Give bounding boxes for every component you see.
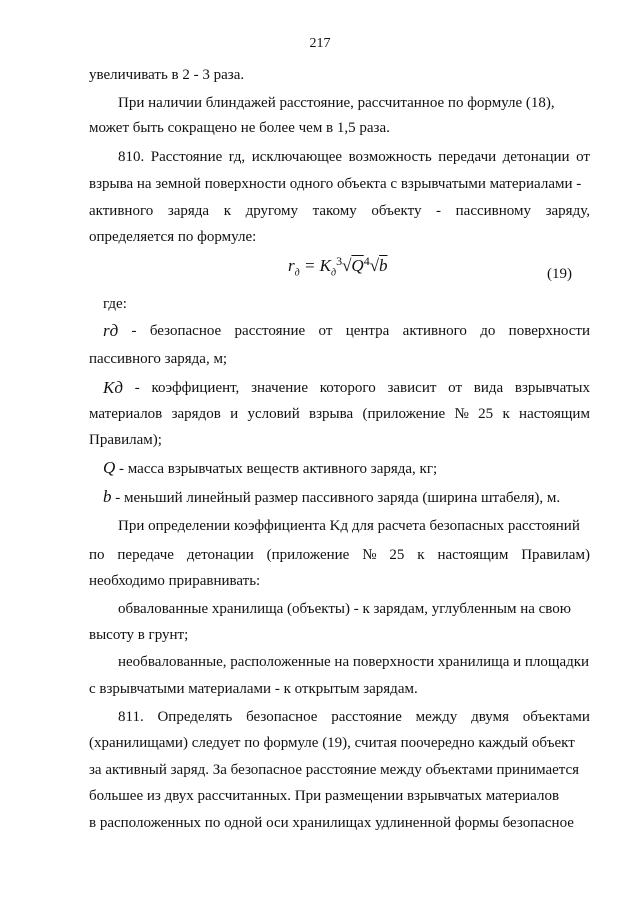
word: материалов <box>89 406 163 422</box>
line-text: за активный заряд. За безопасное расстояние между объектами принимается <box>89 762 580 778</box>
line-text: высоту в грунт; <box>89 627 189 643</box>
word: коэффициент, <box>151 380 240 396</box>
word: передачи <box>438 149 497 165</box>
line-text: При наличии блиндажей расстояние, рассчитанное по формуле (18), <box>118 95 555 111</box>
word: детонации <box>502 149 570 165</box>
paragraph-line <box>89 546 590 564</box>
word: к <box>417 547 425 563</box>
definition-line <box>89 405 590 423</box>
formula-number: (19) <box>547 266 572 282</box>
word: до <box>480 323 496 339</box>
paragraph-line <box>118 517 580 535</box>
word: взрыва <box>309 406 354 422</box>
line-text: в расположенных по одной оси хранилищах удлиненной формы безопасное <box>89 815 574 831</box>
word: (приложение <box>266 547 350 563</box>
word: безопасное <box>149 323 222 339</box>
word: Расстояние <box>150 149 223 165</box>
word: объектами <box>522 709 590 725</box>
word: (приложение <box>362 406 446 422</box>
word: центра <box>345 323 390 339</box>
word: - <box>134 380 140 396</box>
symbol: rд <box>103 321 119 340</box>
line-text: необвалованные, расположенные на поверхности хранилища и площадки <box>118 654 590 670</box>
word: - <box>131 323 137 339</box>
word: расстояние <box>331 709 402 725</box>
paragraph-line <box>89 626 188 644</box>
word: вида <box>473 380 504 396</box>
line-text: - масса взрывчатых веществ активного заряда, кг; <box>119 461 438 477</box>
page-number: 217 <box>309 36 331 51</box>
word: Определять <box>157 709 233 725</box>
formula-19: $r_д = K_д^3√Q^4√b$ <box>288 254 388 279</box>
paragraph-line <box>89 202 590 220</box>
word: и <box>230 406 239 422</box>
word: передаче <box>117 547 174 563</box>
paragraph-line <box>89 814 574 832</box>
line-text: увеличивать в 2 - 3 раза. <box>89 67 245 83</box>
paragraph-line <box>89 787 559 805</box>
word: 811. <box>118 709 144 725</box>
definition-line <box>103 488 560 507</box>
line-text: пассивного заряда, м; <box>89 351 228 367</box>
word: 810. <box>118 149 145 165</box>
line-text: взрыва на земной поверхности одного объекта с взрывчатыми материалами - <box>89 176 582 192</box>
word: поверхности <box>508 323 590 339</box>
paragraph-line <box>89 175 581 193</box>
word: которого <box>319 380 376 396</box>
word: другому <box>245 203 298 219</box>
symbol: b <box>103 487 112 506</box>
word: пассивному <box>455 203 531 219</box>
paragraph-line <box>89 228 256 246</box>
definition-line <box>89 431 162 449</box>
word: взрывчатых <box>514 380 590 396</box>
word: условий <box>247 406 300 422</box>
paragraph-line <box>118 708 590 726</box>
word: возможность <box>348 149 432 165</box>
line-text: При определении коэффициента Kд для расчета безопасных расстояний <box>118 518 580 534</box>
word: зарядов <box>171 406 221 422</box>
definition-line <box>89 350 227 368</box>
word: детонации <box>186 547 254 563</box>
word: от <box>318 323 333 339</box>
word: активного <box>402 323 467 339</box>
paragraph-line <box>118 600 571 618</box>
where-label: где: <box>103 296 127 312</box>
word: заряду, <box>545 203 590 219</box>
word: № <box>362 547 377 563</box>
paragraph-line <box>89 761 579 779</box>
word: 25 <box>478 406 494 422</box>
paragraph-line <box>89 680 418 698</box>
word: 25 <box>389 547 405 563</box>
word: такому <box>312 203 357 219</box>
line-text: необходимо приравнивать: <box>89 573 261 589</box>
paragraph-line <box>89 572 260 590</box>
line-text: может быть сокращено не более чем в 1,5 раза. <box>89 120 390 136</box>
line-text: обвалованные хранилища (объекты) - к зарядам, углубленным на свою <box>118 601 571 617</box>
word: настоящим <box>519 406 590 422</box>
paragraph-line <box>118 148 590 166</box>
word: по <box>89 547 105 563</box>
symbol: Kд <box>103 378 123 397</box>
word: объекту <box>371 203 422 219</box>
paragraph-line <box>118 94 555 112</box>
paragraph-line <box>89 734 575 752</box>
definition-line <box>103 459 437 478</box>
line-text: Правилам); <box>89 432 162 448</box>
word: настоящим <box>437 547 509 563</box>
line-text: с взрывчатыми материалами - к открытым зарядам. <box>89 681 418 697</box>
word: - <box>436 203 442 219</box>
word: значение <box>251 380 308 396</box>
symbol: Q <box>103 458 116 477</box>
line-text: большее из двух рассчитанных. При размещении взрывчатых материалов <box>89 788 560 804</box>
word: № <box>454 406 469 422</box>
line-text: - меньший линейный размер пассивного заряда (ширина штабеля), м. <box>115 490 561 506</box>
word: исключающее <box>251 149 343 165</box>
word: двумя <box>471 709 509 725</box>
paragraph-line <box>89 119 390 137</box>
word: от <box>576 149 590 165</box>
word: активного <box>89 203 154 219</box>
word: безопасное <box>246 709 318 725</box>
paragraph-line <box>118 653 589 671</box>
word: между <box>415 709 458 725</box>
line-text: (хранилищами) следует по формуле (19), считая поочередно каждый объект <box>89 735 575 751</box>
word: к <box>502 406 510 422</box>
word: заряда <box>167 203 210 219</box>
paragraph-line <box>89 66 244 84</box>
word: Правилам) <box>521 547 590 563</box>
word: rд, <box>228 149 246 165</box>
line-text: определяется по формуле: <box>89 229 257 245</box>
word: расстояние <box>234 323 306 339</box>
definition-line <box>103 322 590 340</box>
word: от <box>448 380 463 396</box>
definition-line <box>103 379 590 397</box>
word: зависит <box>387 380 437 396</box>
word: к <box>223 203 231 219</box>
